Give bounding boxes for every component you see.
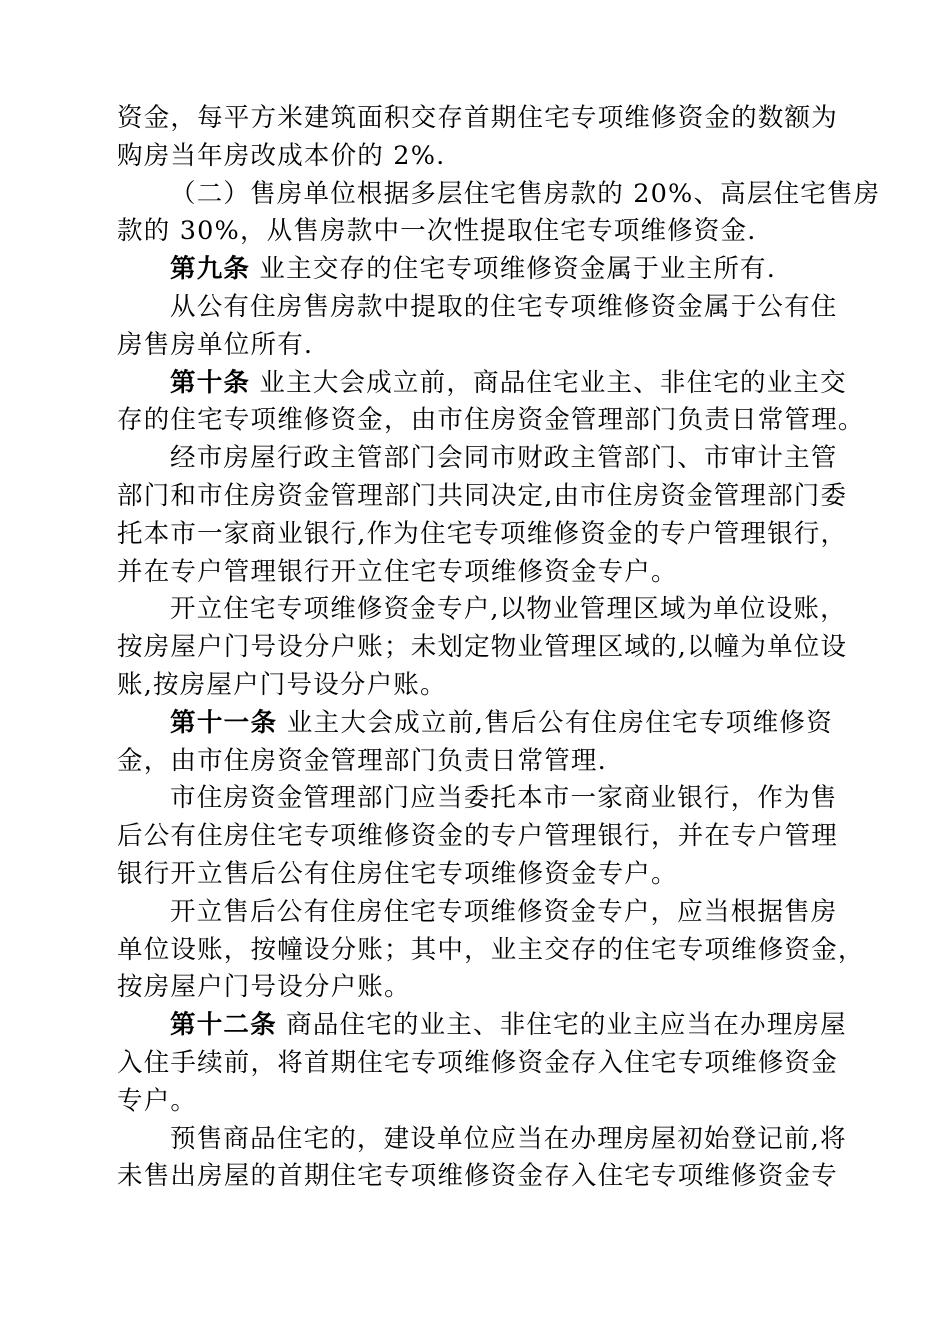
text-line: 从公有住房售房款中提取的住宅专项维修资金属于公有住	[170, 291, 838, 322]
document-page	[117, 100, 881, 1196]
article-heading-line: 第十二条 商品住宅的业主、非住宅的业主应当在办理房屋	[170, 1010, 847, 1041]
text-line: 未售出房屋的首期住宅专项维修资金存入住宅专项维修资金专	[117, 1161, 838, 1192]
text-line: 单位设账，按幢设分账；其中，业主交存的住宅专项维修资金，	[117, 934, 865, 965]
article-number: 第十条	[170, 367, 251, 398]
text-line: 经市房屋行政主管部门会同市财政主管部门、市审计主管	[170, 443, 838, 474]
text-line: 资金，每平方米建筑面积交存首期住宅专项维修资金的数额为	[117, 103, 838, 133]
article-number: 第十一条	[170, 707, 278, 738]
text-line: 开立售后公有住房住宅专项维修资金专户，应当根据售房	[170, 896, 838, 927]
text-line: 存的住宅专项维修资金，由市住房资金管理部门负责日常管理。	[117, 405, 865, 436]
article-number: 第九条	[170, 254, 251, 285]
article-number: 第十二条	[170, 1010, 277, 1041]
text-line: 账,按房屋户门号设分户账。	[117, 669, 447, 700]
text-line: 银行开立售后公有住房住宅专项维修资金专户。	[117, 858, 678, 889]
text-line: 按房屋户门号设分户账。	[117, 972, 411, 1003]
text-line: 预售商品住宅的，建设单位应当在办理房屋初始登记前,将	[170, 1123, 847, 1154]
text-line: 市住房资金管理部门应当委托本市一家商业银行，作为售	[170, 783, 838, 814]
text-line: 款的 30%，从售房款中一次性提取住宅专项维修资金.	[117, 216, 757, 247]
text-line: 托本市一家商业银行,作为住宅专项维修资金的专户管理银行，	[117, 518, 848, 549]
text-line: 房售房单位所有.	[117, 329, 314, 360]
text-line: 部门和市住房资金管理部门共同决定,由市住房资金管理部门委	[117, 480, 848, 511]
article-heading-line: 第九条 业主交存的住宅专项维修资金属于业主所有.	[170, 254, 777, 285]
article-heading-line: 第十一条 业主大会成立前,售后公有住房住宅专项维修资	[170, 707, 833, 738]
text-line: 专户。	[117, 1085, 198, 1116]
text-line: 金，由市住房资金管理部门负责日常管理.	[117, 745, 607, 776]
text-line: 开立住宅专项维修资金专户,以物业管理区域为单位设账，	[170, 594, 847, 625]
text-line: 并在专户管理银行开立住宅专项维修资金专户。	[117, 556, 678, 587]
text-line: 入住手续前，将首期住宅专项维修资金存入住宅专项维修资金	[117, 1047, 838, 1078]
text-line: （二）售房单位根据多层住宅售房款的 20%、高层住宅售房	[170, 178, 881, 209]
text-line: 后公有住房住宅专项维修资金的专户管理银行，并在专户管理	[117, 821, 838, 852]
article-heading-line: 第十条 业主大会成立前，商品住宅业主、非住宅的业主交	[170, 367, 847, 398]
text-line: 购房当年房改成本价的 2%.	[117, 140, 446, 171]
text-line: 按房屋户门号设分户账；未划定物业管理区域的,以幢为单位设	[117, 632, 848, 663]
